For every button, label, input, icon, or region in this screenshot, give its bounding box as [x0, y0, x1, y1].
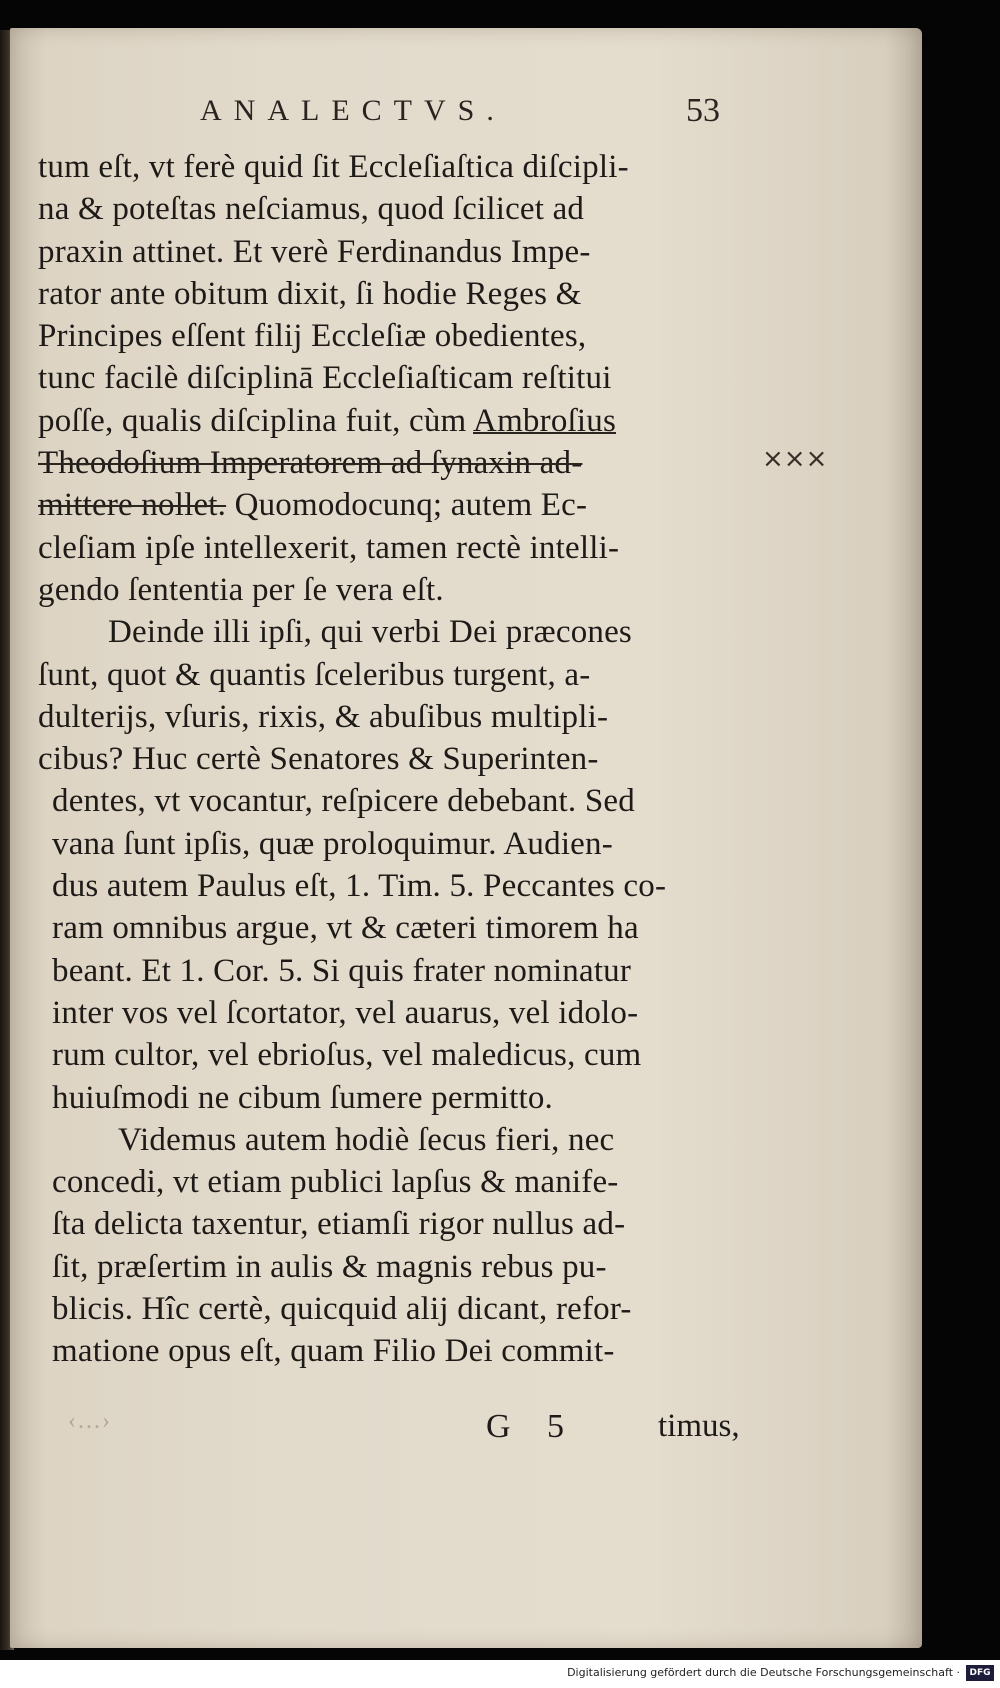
text-line: gendo ſententia per ſe vera eſt. — [38, 571, 444, 608]
text-line: cibus? Huc certè Senatores & Superinten- — [38, 741, 599, 778]
text-line: dus autem Paulus eſt, 1. Tim. 5. Peccantes co- — [52, 868, 667, 905]
struck-text-line: Theodoſium Imperatorem ad ſynaxin ad- — [38, 445, 583, 482]
text-line: ſunt, quot & quantis ſceleribus turgent, a- — [38, 656, 591, 693]
text-line: vana ſunt ipſis, quæ proloquimur. Audien- — [52, 825, 613, 862]
struck-text-segment: mittere nollet. — [38, 487, 227, 524]
text-line: matione opus eſt, quam Filio Dei commit- — [52, 1333, 615, 1370]
text-line: rum cultor, vel ebrioſus, vel maledicus, cum — [52, 1037, 642, 1074]
text-line: ſit, præſertim in aulis & magnis rebus pu- — [52, 1248, 607, 1285]
text-line: concedi, vt etiam publici lapſus & manife- — [52, 1164, 619, 1201]
running-head: ANALECTVS. — [200, 94, 506, 127]
text-line: Principes eſſent filij Eccleſiæ obedientes, — [38, 318, 587, 355]
digitization-footer — [0, 1660, 1000, 1688]
text-line: huiuſmodi ne cibum ſumere permitto. — [52, 1079, 553, 1116]
funding-credit-text: Digitalisierung gefördert durch die Deutsche Forschungsgemeinschaft · — [567, 1666, 960, 1679]
text-line: dulterijs, vſuris, rixis, & abuſibus multipli- — [38, 698, 609, 735]
text-line: na & poteſtas neſciamus, quod ſcilicet ad — [38, 191, 585, 228]
margin-annotation-mark: ××× — [762, 444, 828, 474]
text-segment: Quomodocunq; autem Ec- — [234, 487, 588, 524]
text-line: praxin attinet. Et verè Ferdinandus Impe- — [38, 233, 591, 270]
paragraph-start-line: Deinde illi ipſi, qui verbi Dei præcones — [108, 614, 632, 651]
faint-bleedthrough-stamp: ‹…› — [68, 1408, 111, 1434]
text-line: inter vos vel ſcortator, vel auarus, vel idolo- — [52, 994, 639, 1031]
body-text — [38, 146, 758, 1373]
text-line: ſta delicta taxentur, etiamſi rigor nullus ad- — [52, 1206, 626, 1243]
text-line: tunc facilè diſciplinā Eccleſiaſticam reſtitui — [38, 360, 612, 397]
paragraph-start-line: Videmus autem hodiè ſecus fieri, nec — [118, 1121, 615, 1158]
signature-mark: G 5 — [486, 1408, 579, 1445]
underlined-word: Ambroſius — [473, 402, 616, 439]
text-line: rator ante obitum dixit, ſi hodie Reges & — [38, 275, 582, 312]
text-line: tum eſt, vt ferè quid ſit Eccleſiaſtica diſcipli- — [38, 149, 629, 185]
text-line: dentes, vt vocantur, reſpicere debebant. Sed — [52, 783, 635, 820]
text-line: blicis. Hîc certè, quicquid alij dicant, refor- — [52, 1291, 632, 1328]
text-line — [38, 484, 758, 526]
text-line: beant. Et 1. Cor. 5. Si quis frater nominatur — [52, 952, 632, 989]
text-line — [38, 400, 758, 442]
book-page — [10, 28, 922, 1648]
text-line: ram omnibus argue, vt & cæteri timorem ha — [52, 910, 639, 947]
page-footer-line — [38, 1408, 758, 1452]
dfg-logo-icon: DFG — [966, 1665, 994, 1681]
page-number: 53 — [686, 92, 720, 129]
catchword: timus, — [658, 1408, 740, 1444]
text-line: cleſiam ipſe intellexerit, tamen rectè intelli- — [38, 529, 620, 566]
text-segment: poſſe, qualis diſciplina fuit, cùm — [38, 402, 467, 439]
